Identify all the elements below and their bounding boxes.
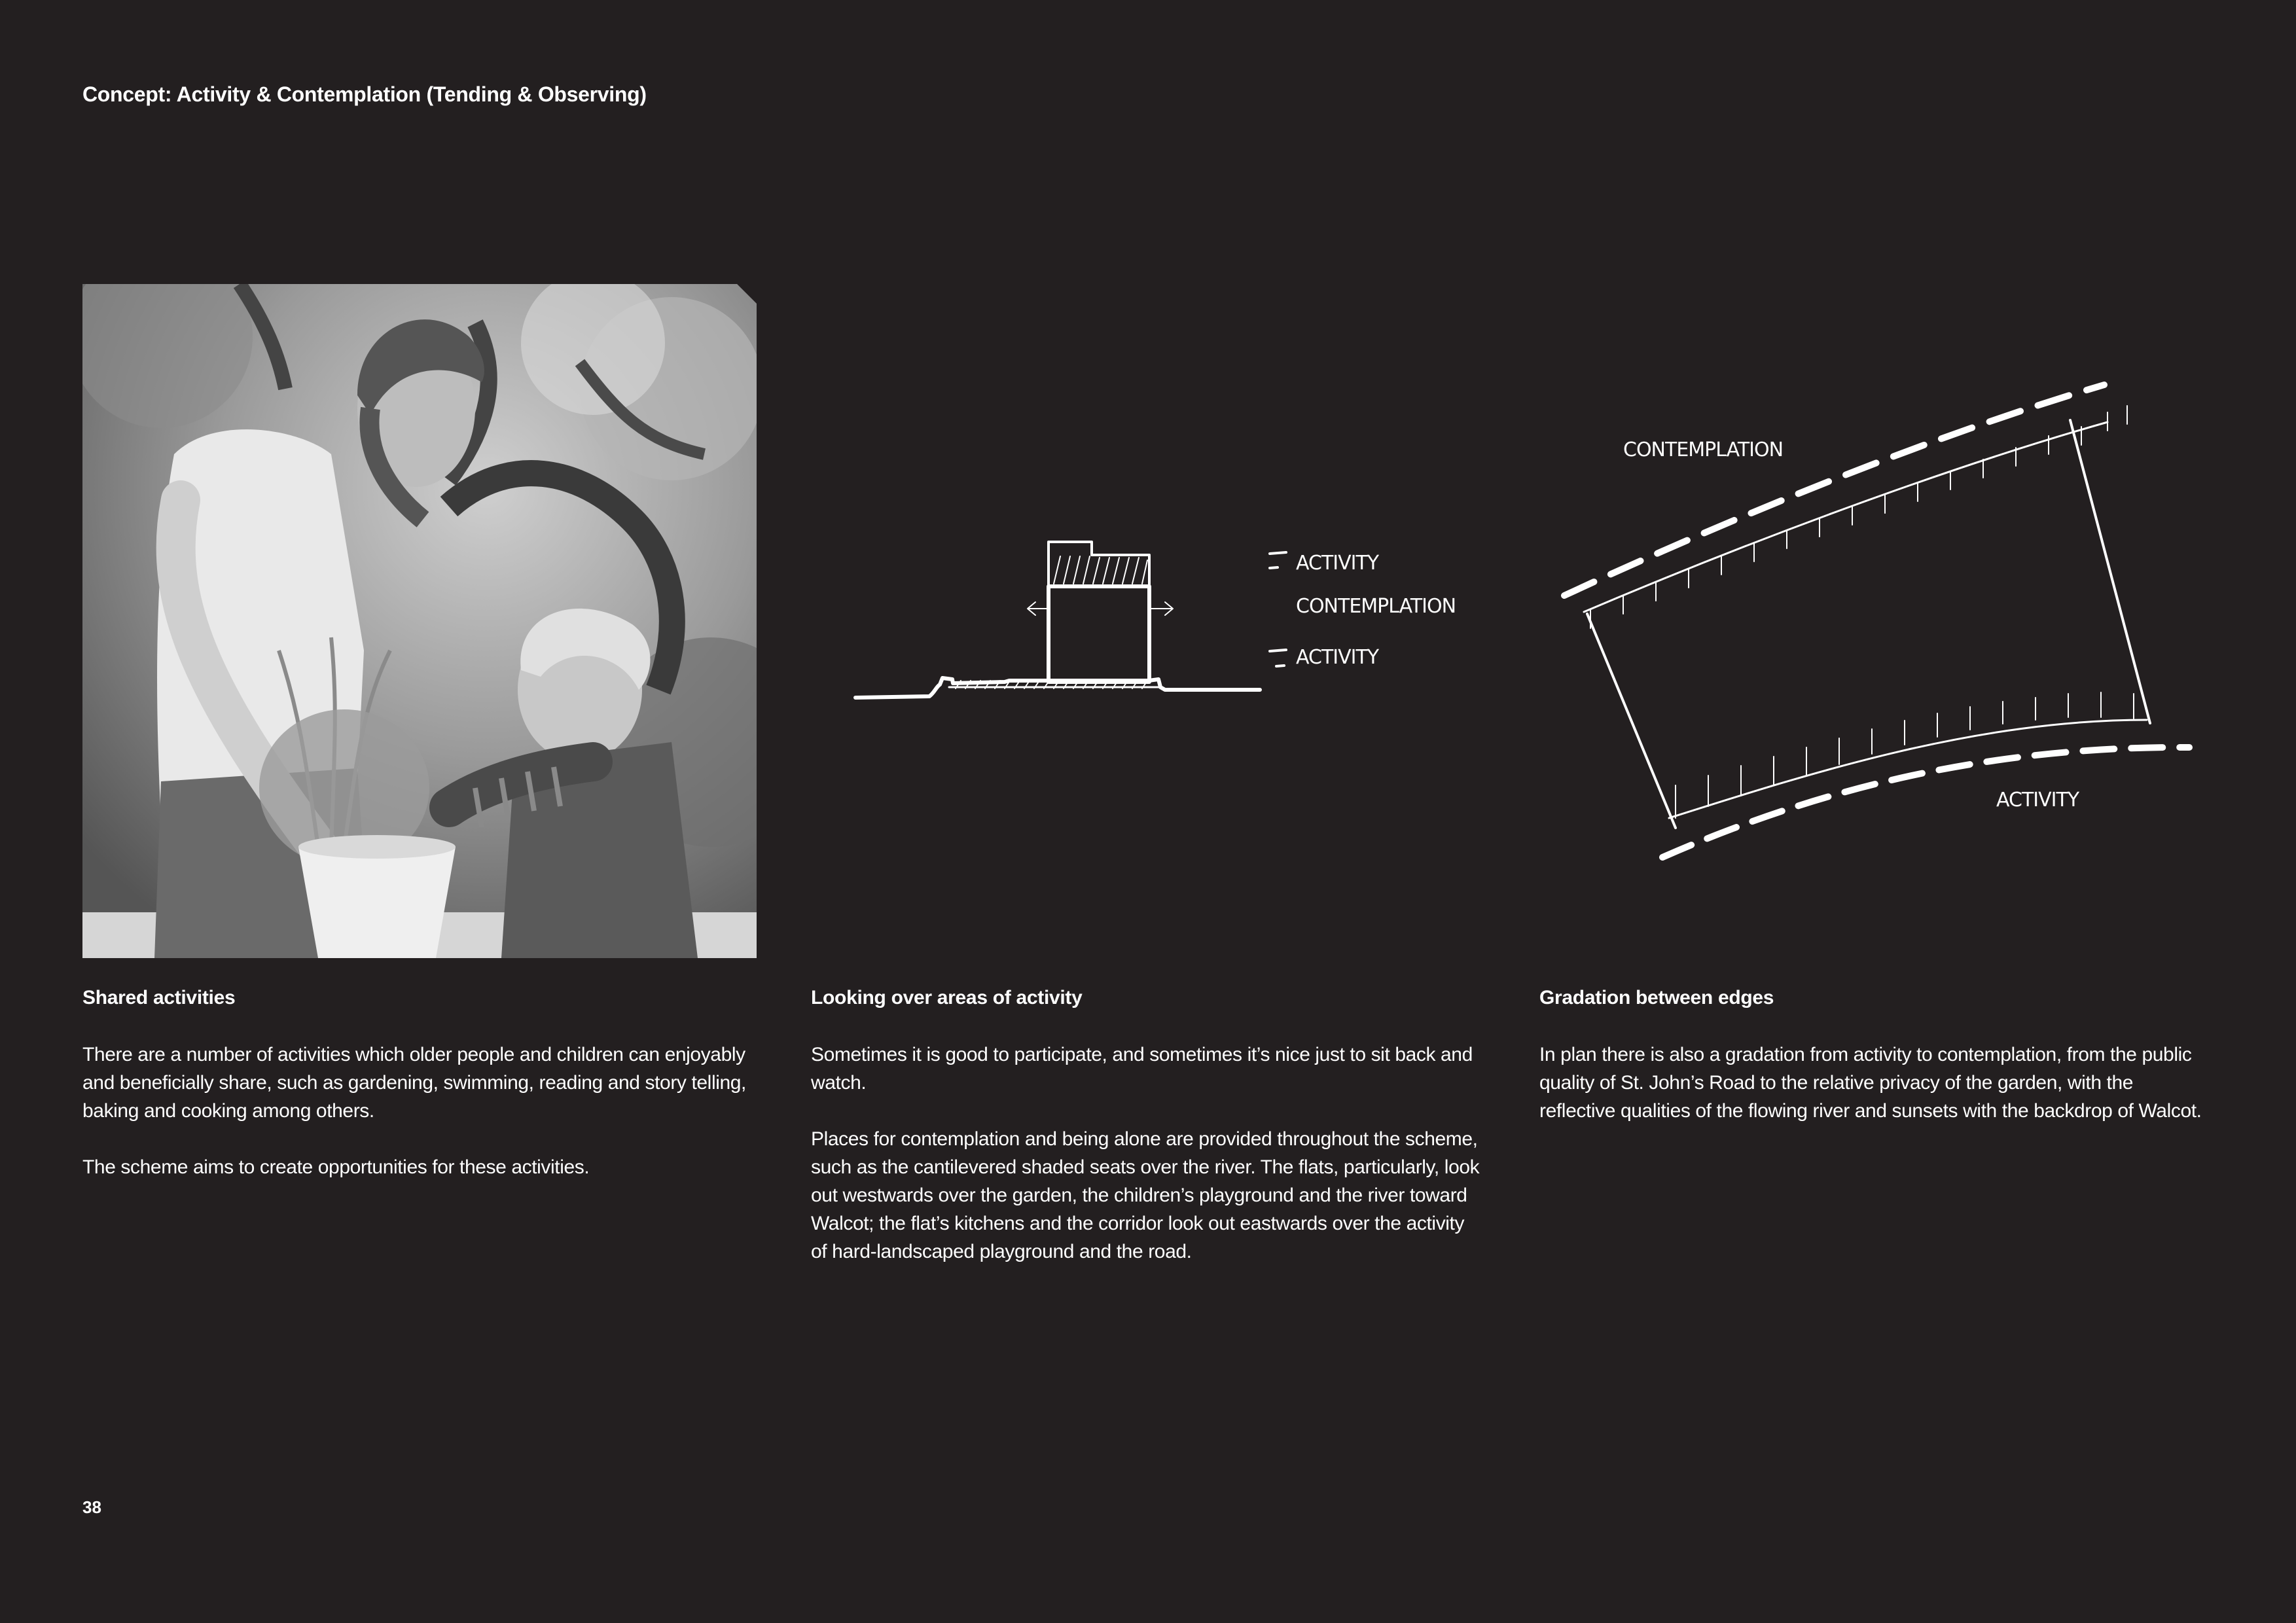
column-gradation-between-edges <box>1539 987 2214 1153</box>
column-heading: Shared activities <box>82 987 236 1008</box>
column-paragraph: There are a number of activities which older people and children can enjoyably and beneficially share, such as gardening, swimming, reading and story telling, baking and cooking among others. <box>82 1044 746 1122</box>
plan-label-activity: ACTIVITY <box>1996 789 2079 812</box>
page-title: Concept: Activity & Contemplation (Tending & Observing) <box>82 82 647 106</box>
column-paragraph: The scheme aims to create opportunities for these activities. <box>82 1156 590 1178</box>
plan-sketch <box>1551 366 2199 877</box>
section-label-activity-top: ACTIVITY <box>1296 552 1379 575</box>
section-label-contemplation: CONTEMPLATION <box>1296 595 1456 618</box>
column-paragraph: Places for contemplation and being alone are provided throughout the scheme, such as the cantilevered shaded seats over the river. The flats, particularly, look out westwards over the garden, the children’s playground and the river toward Walcot; the flat’s kitchens and the corridor look out eastwards over the activity of hard-landscaped playground and the road. <box>811 1128 1480 1262</box>
column-shared-activities <box>82 987 757 1209</box>
column-paragraph: Sometimes it is good to participate, and sometimes it’s nice just to sit back and watch. <box>811 1044 1473 1094</box>
column-looking-over-activity <box>811 987 1485 1294</box>
plan-label-contemplation: CONTEMPLATION <box>1623 438 1784 461</box>
section-label-activity-bottom: ACTIVITY <box>1296 646 1379 669</box>
photo-gardening <box>82 284 757 958</box>
section-sketch <box>844 517 1460 713</box>
column-heading: Looking over areas of activity <box>811 987 1083 1008</box>
column-paragraph: In plan there is also a gradation from activity to contemplation, from the public quality of St. John’s Road to the relative privacy of the garden, with the reflective qualities of the flowing river and sunsets with the backdrop of Walcot. <box>1539 1044 2202 1122</box>
column-heading: Gradation between edges <box>1539 987 1774 1008</box>
page-number: 38 <box>82 1497 101 1517</box>
